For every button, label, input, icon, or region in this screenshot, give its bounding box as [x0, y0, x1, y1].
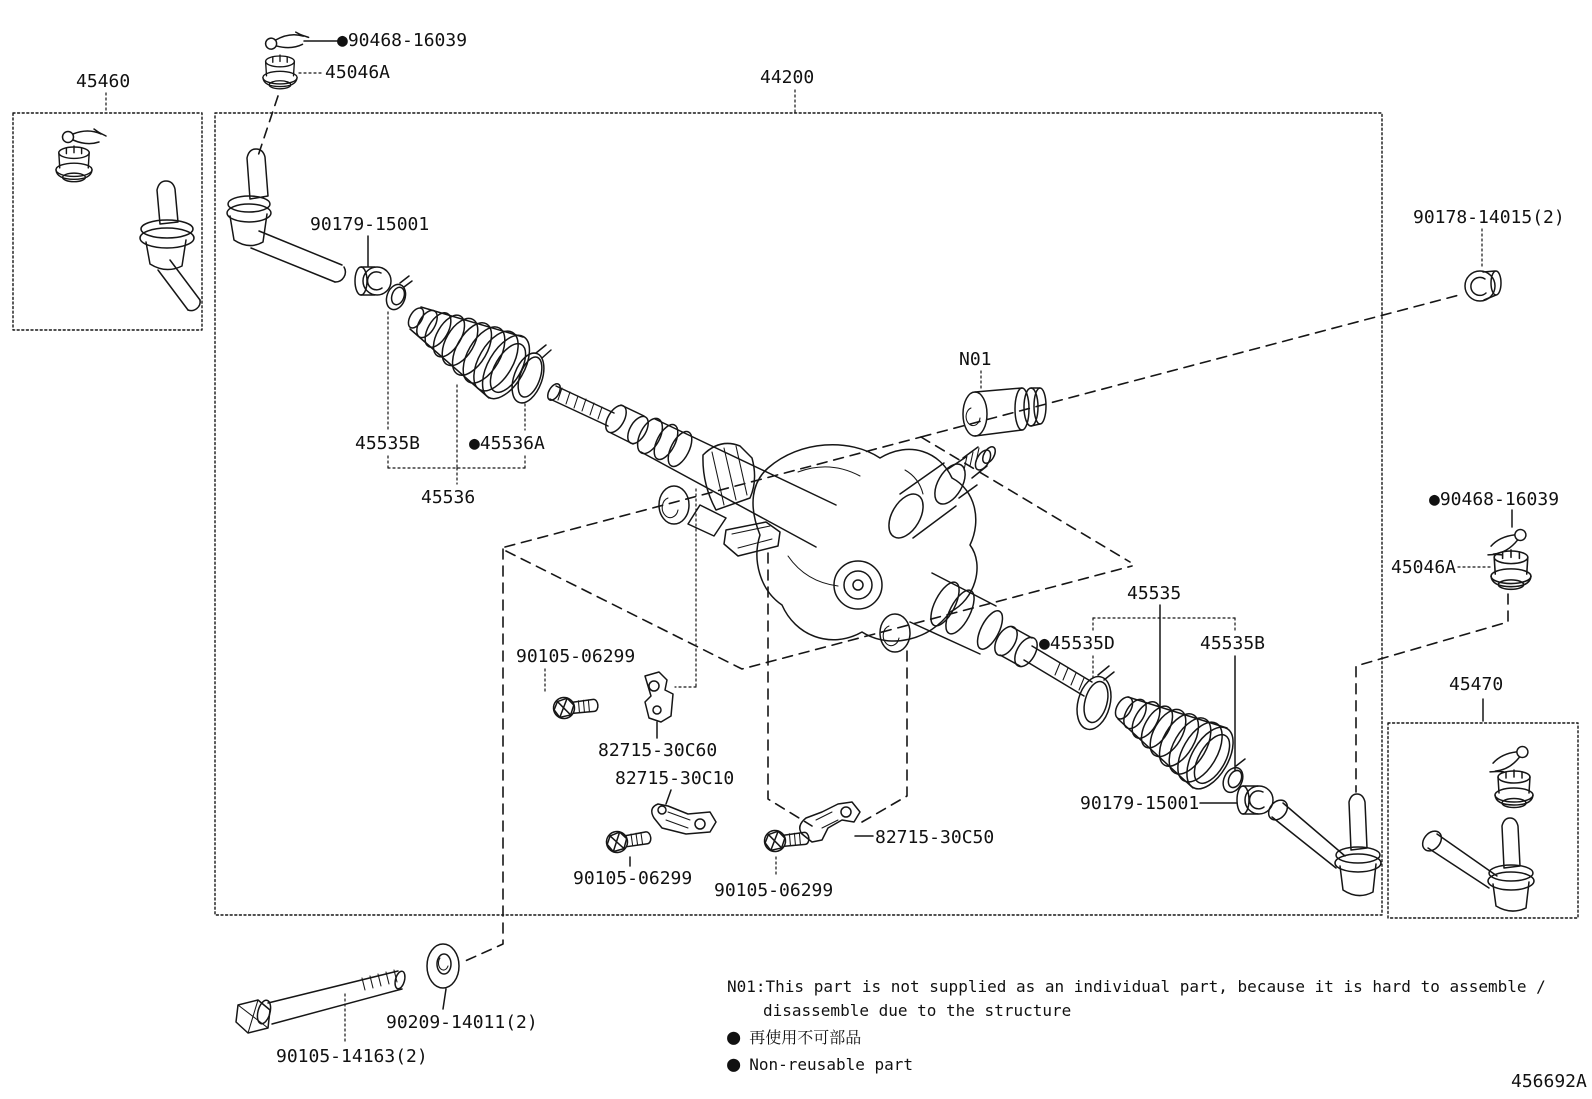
label-45536a: ●45536A — [469, 433, 545, 454]
rack-housing — [632, 415, 1007, 654]
label-90105-14163: 90105-14163(2) — [276, 1046, 428, 1067]
tie-rod-right — [1265, 794, 1381, 896]
tie-rod-end-45470 — [1419, 744, 1534, 912]
lock-nut-left — [355, 267, 391, 295]
legend-jp-text: 再使用不可部品 — [749, 1028, 862, 1047]
label-90468-top: ●90468-16039 — [337, 30, 468, 51]
bolt-90105-bottom-left — [605, 827, 652, 854]
bolt-90105-14163 — [236, 970, 407, 1033]
label-90209: 90209-14011(2) — [386, 1012, 538, 1033]
bullet-icon: ● — [727, 1052, 741, 1077]
label-45535d: ●45535D — [1039, 633, 1115, 654]
clamp-45535d — [1072, 666, 1117, 733]
label-90179-right: 90179-15001 — [1080, 793, 1200, 814]
label-90179-left: 90179-15001 — [310, 214, 430, 235]
bracket-82715-30c60 — [645, 672, 673, 722]
label-90105-bl: 90105-06299 — [573, 868, 693, 889]
label-90468-right: ●90468-16039 — [1429, 489, 1560, 510]
bolt-90105-top — [553, 695, 599, 720]
label-90105-top: 90105-06299 — [516, 646, 636, 667]
note-n01-line2: disassemble due to the structure — [763, 1001, 1072, 1020]
legend-non-reusable-en — [727, 1052, 914, 1077]
label-90178: 90178-14015(2) — [1413, 207, 1565, 228]
clamp-ring-45536a — [506, 345, 551, 407]
legend-non-reusable-jp — [727, 1025, 862, 1050]
box-45470 — [1388, 723, 1578, 918]
label-45535: 45535 — [1127, 583, 1182, 604]
box-45460 — [13, 113, 202, 330]
note-n01-line1: N01:This part is not supplied as an individual part, because it is hard to assemble / — [727, 977, 1546, 996]
label-82715-30c10: 82715-30C10 — [615, 768, 735, 789]
drawing-code: 456692A — [1511, 1071, 1587, 1092]
tie-rod-end-45460 — [56, 129, 200, 311]
label-45460: 45460 — [76, 71, 131, 92]
label-45046a-top: 45046A — [325, 62, 391, 83]
bullet-icon: ● — [727, 1025, 741, 1050]
clamp-45535b-left — [383, 276, 412, 312]
part-boxes — [13, 113, 1578, 918]
cotter-pin-top — [265, 30, 337, 51]
label-45046a-right: 45046A — [1391, 557, 1457, 578]
nut-90178 — [1465, 271, 1501, 301]
bolt-90105-bottom-right — [764, 828, 810, 853]
bushing-n01 — [963, 388, 1046, 436]
label-45470: 45470 — [1449, 674, 1504, 695]
castle-nut-right — [1491, 550, 1531, 589]
label-45535b-left: 45535B — [355, 433, 421, 454]
label-82715-30c50: 82715-30C50 — [875, 827, 995, 848]
label-45536: 45536 — [421, 487, 476, 508]
label-82715-30c60: 82715-30C60 — [598, 740, 718, 761]
bracket-82715-30c10 — [652, 804, 716, 834]
inner-tie-rod-left — [545, 382, 652, 447]
label-44200: 44200 — [760, 67, 815, 88]
label-90105-br: 90105-06299 — [714, 880, 834, 901]
washer-90209 — [427, 944, 459, 988]
lock-nut-right — [1237, 786, 1273, 814]
label-45535b-right: 45535B — [1200, 633, 1266, 654]
castle-nut-top — [258, 55, 322, 156]
legend-en-text: Non-reusable part — [749, 1055, 914, 1074]
label-n01: N01 — [959, 349, 992, 370]
projection-dashed-lines — [463, 294, 1508, 962]
